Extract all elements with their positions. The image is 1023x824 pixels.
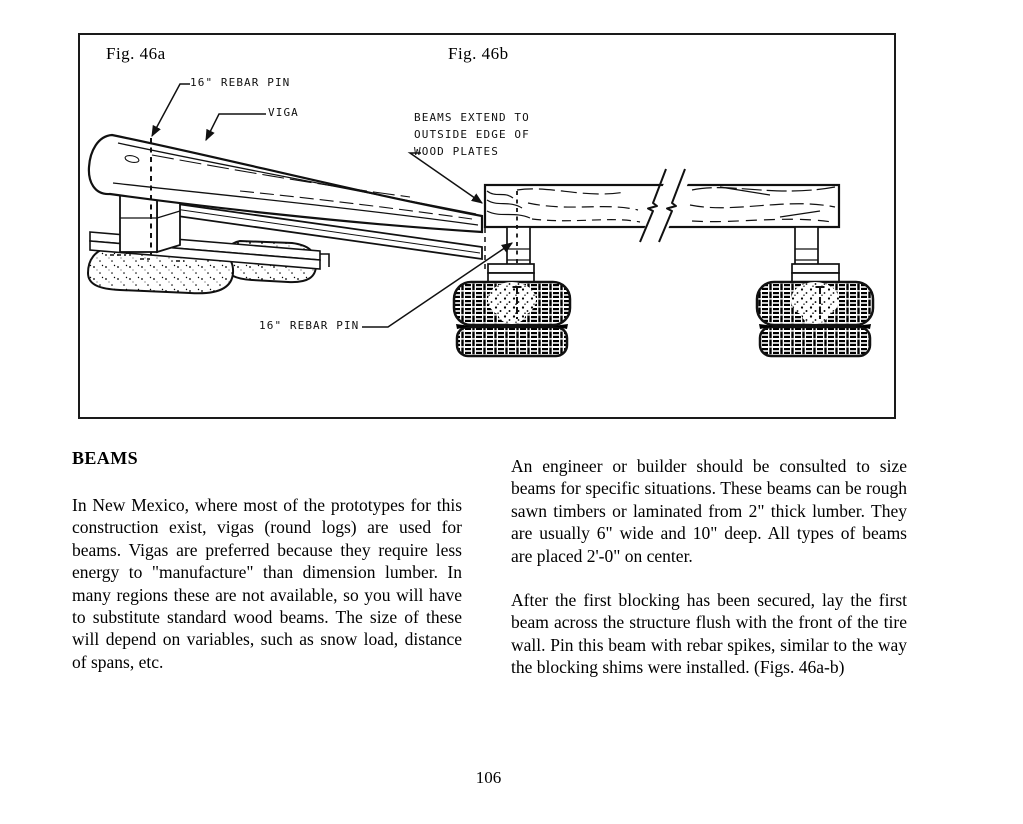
fig-b-left-tire-stack — [454, 282, 570, 356]
fig-b-right-tire-stack — [757, 282, 873, 356]
label-viga: VIGA — [268, 106, 299, 119]
left-column — [72, 448, 462, 695]
label-beams-extend-line1: BEAMS EXTEND TO — [414, 111, 530, 124]
fig-46a-caption: Fig. 46a — [106, 44, 166, 63]
label-rebar-pin-top: 16" REBAR PIN — [190, 76, 291, 89]
fig-b-right-support — [792, 227, 839, 282]
figure-panel — [78, 33, 896, 419]
leader-rebar-pin-top — [152, 84, 190, 136]
section-heading: BEAMS — [72, 448, 139, 468]
label-beams-extend-line3: WOOD PLATES — [414, 145, 499, 158]
figure-drawings-svg — [80, 35, 894, 417]
label-rebar-pin-bottom: 16" REBAR PIN — [259, 319, 360, 332]
fig-46b-drawing — [454, 165, 873, 356]
label-beams-extend — [414, 109, 530, 160]
fig-46b-caption: Fig. 46b — [448, 44, 509, 63]
leader-beams-extend — [410, 153, 482, 203]
leader-viga — [206, 114, 266, 140]
right-paragraph-2: After the first blocking has been secured, lay the first beam across the structure flush with the front of the tire wall. Pin this beam with rebar spikes, similar to the way the blocking shims were installed. (Figs. 46a-b) — [511, 590, 907, 678]
page-number: 106 — [475, 768, 502, 787]
label-beams-extend-line2: OUTSIDE EDGE OF — [414, 128, 530, 141]
right-paragraph-1: An engineer or builder should be consulted to size beams for specific situations. These beams can be rough sawn timbers or laminated from 2" thick lumber. They are usually 6" wide and 10" deep. All types of beams are placed 2'-0" on center. — [511, 456, 907, 566]
right-column — [511, 455, 907, 701]
left-paragraph-1: In New Mexico, where most of the prototypes for this construction exist, vigas (round logs) are used for beams. Vigas are preferred because they require less energy to "manufacture" than dimension lumber. In many regions these are not available, so you will have to substitute standard wood beams. The size of these will depend on variables, such as snow load, distance of spans, etc. — [72, 495, 462, 672]
